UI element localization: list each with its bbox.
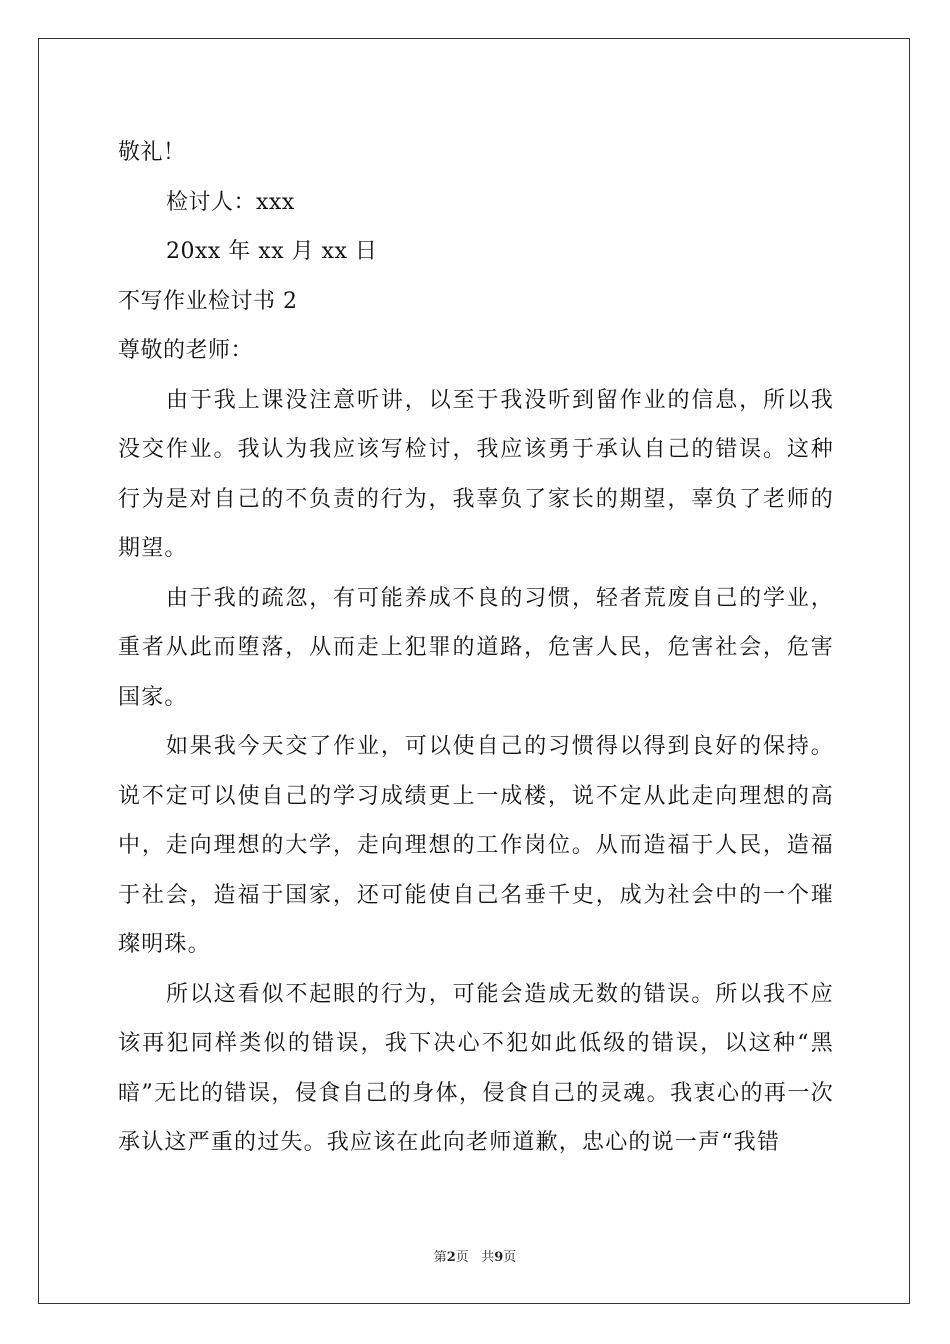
section-title: 不写作业检讨书 2 (118, 288, 298, 314)
page-suffix: 页 (455, 1250, 469, 1265)
paragraph: 所以这看似不起眼的行为，可能会造成无数的错误。所以我不应该再犯同样类似的错误，我下决心不犯如此低级的错误，以这种“黑暗”无比的错误，侵食自己的身体，侵食自己的灵魂。我衷心的再一次承认这严重的过失。我应该在此向老师道歉，忠心的说一声“我错 (118, 981, 834, 1155)
total-prefix: 共 (481, 1250, 495, 1265)
closing-line: 敬礼！ (118, 140, 186, 165)
paragraph: 由于我上课没注意听讲，以至于我没听到留作业的信息，所以我没交作业。我认为我应该写检讨，我应该勇于承认自己的错误。这种行为是对自己的不负责的行为，我辜负了家长的期望，辜负了老师的期望。 (118, 387, 834, 561)
signature-line: 检讨人：xxx (166, 189, 295, 215)
paragraph: 由于我的疏忽，有可能养成不良的习惯，轻者荒废自己的学业，重者从此而堕落，从而走上犯罪的道路，危害人民，危害社会，危害国家。 (118, 585, 834, 710)
date-line: 20xx 年 xx 月 xx 日 (166, 239, 378, 264)
page-footer (0, 1246, 950, 1265)
page-number: 2 (446, 1250, 456, 1265)
total-pages: 9 (494, 1250, 504, 1265)
page-prefix: 第 (433, 1250, 447, 1265)
document-body (118, 128, 834, 1168)
paragraph: 如果我今天交了作业，可以使自己的习惯得以得到良好的保持。说不定可以使自己的学习成绩更上一成楼，说不定从此走向理想的高中，走向理想的大学，走向理想的工作岗位。从而造福于人民，造福于社会，造福于国家，还可能使自己名垂千史，成为社会中的一个璀璨明珠。 (118, 734, 834, 957)
total-suffix: 页 (503, 1250, 517, 1265)
salutation-line: 尊敬的老师： (118, 338, 254, 363)
